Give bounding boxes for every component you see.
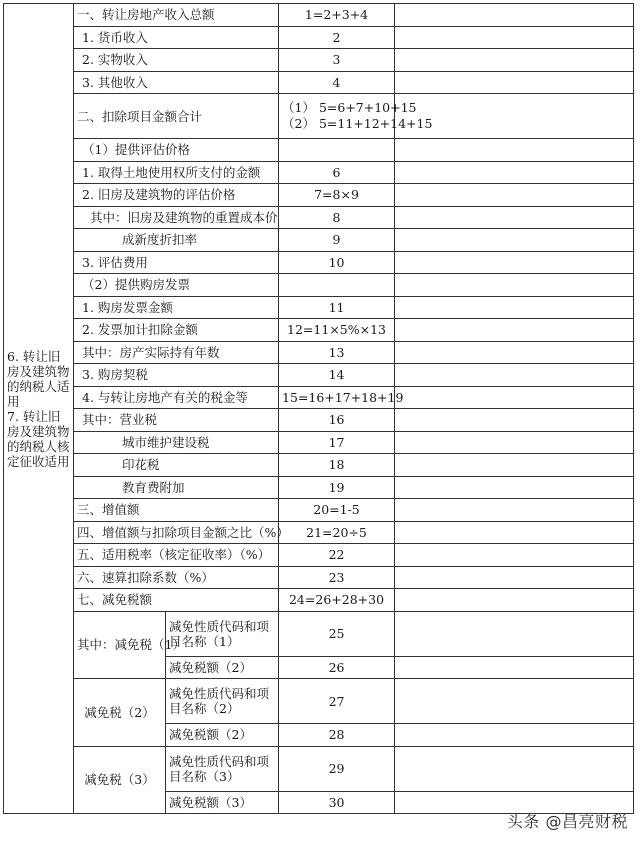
row-label: 二、扣除项目金额合计 [74, 94, 279, 139]
row-label: 其中：营业税 [74, 409, 279, 432]
relief-group-label: 其中：减免税（1） [74, 611, 166, 679]
relief-code-label: 减免性质代码和项目名称（3） [166, 746, 279, 791]
table-row [4, 589, 634, 612]
relief-code-value: 27 [279, 679, 395, 724]
row-value: 6 [279, 161, 395, 184]
row-label: 其中：旧房及建筑物的重置成本价 [74, 206, 279, 229]
relief-amount-label: 减免税额（3） [166, 791, 279, 814]
blank-cell[interactable] [395, 71, 634, 94]
blank-cell[interactable] [395, 251, 634, 274]
table-row [4, 499, 634, 522]
blank-cell[interactable] [395, 724, 634, 747]
row-label: 七、减免税额 [74, 589, 279, 612]
tax-declaration-table [3, 3, 634, 814]
row-value: 24=26+28+30 [279, 589, 395, 612]
row-label: 1. 货币收入 [74, 26, 279, 49]
blank-cell[interactable] [395, 679, 634, 724]
table-row [4, 139, 634, 162]
blank-cell[interactable] [395, 746, 634, 791]
table-row [4, 566, 634, 589]
blank-cell[interactable] [395, 26, 634, 49]
table-row [4, 386, 634, 409]
row-value: 3 [279, 49, 395, 72]
row-label: 成新度折扣率 [74, 229, 279, 252]
relief-code-value: 25 [279, 611, 395, 656]
row-label: 3. 购房契税 [74, 364, 279, 387]
blank-cell[interactable] [395, 296, 634, 319]
blank-cell[interactable] [395, 161, 634, 184]
row-value [279, 274, 395, 297]
table-row [4, 476, 634, 499]
row-label: 五、适用税率（核定征收率）（%） [74, 544, 279, 567]
blank-cell[interactable] [395, 566, 634, 589]
row-value [279, 139, 395, 162]
blank-cell[interactable] [395, 386, 634, 409]
blank-cell[interactable] [395, 364, 634, 387]
row-label: 城市维护建设税 [74, 431, 279, 454]
row-value: 18 [279, 454, 395, 477]
row-value: 12=11×5%×13 [279, 319, 395, 342]
blank-cell[interactable] [395, 521, 634, 544]
blank-cell[interactable] [395, 476, 634, 499]
table-row [4, 544, 634, 567]
formula-line-1: （1） 5=6+7+10+15 [282, 100, 417, 115]
table-row [4, 26, 634, 49]
row-value: 1=2+3+4 [279, 4, 395, 27]
row-label: 3. 其他收入 [74, 71, 279, 94]
row-label: 一、转让房地产收入总额 [74, 4, 279, 27]
table-row [4, 274, 634, 297]
table-row [4, 611, 634, 656]
row-value: 22 [279, 544, 395, 567]
blank-cell[interactable] [395, 589, 634, 612]
row-value: 21=20÷5 [279, 521, 395, 544]
blank-cell[interactable] [395, 611, 634, 656]
row-label: 四、增值额与扣除项目金额之比（%） [74, 521, 279, 544]
relief-group-label: 减免税（2） [74, 679, 166, 747]
row-label: （1）提供评估价格 [74, 139, 279, 162]
row-value: 4 [279, 71, 395, 94]
row-label: 2. 旧房及建筑物的评估价格 [74, 184, 279, 207]
table-row [4, 94, 634, 139]
row-label: 4. 与转让房地产有关的税金等 [74, 386, 279, 409]
relief-group-label: 减免税（3） [74, 746, 166, 814]
relief-amount-value: 30 [279, 791, 395, 814]
applicable-scope-label [4, 4, 74, 814]
row-label: 3. 评估费用 [74, 251, 279, 274]
row-value: 2 [279, 26, 395, 49]
relief-code-label: 减免性质代码和项目名称（2） [166, 679, 279, 724]
scope-part-2: 7. 转让旧房及建筑物的纳税人核定征收适用 [7, 408, 70, 469]
row-value: 13 [279, 341, 395, 364]
table-row [4, 206, 634, 229]
scope-part-1: 6. 转让旧房及建筑物的纳税人适用 [7, 348, 70, 409]
row-value: 23 [279, 566, 395, 589]
table-row [4, 296, 634, 319]
row-label: 印花税 [74, 454, 279, 477]
relief-code-label: 减免性质代码和项目名称（1） [166, 611, 279, 656]
table-row [4, 679, 634, 724]
relief-amount-label: 减免税额（2） [166, 656, 279, 679]
row-label: 2. 实物收入 [74, 49, 279, 72]
source-watermark: 头条 @昌亮财税 [506, 812, 628, 831]
row-value: 11 [279, 296, 395, 319]
blank-cell[interactable] [395, 341, 634, 364]
row-value: 20=1-5 [279, 499, 395, 522]
row-value: 10 [279, 251, 395, 274]
row-label: 三、增值额 [74, 499, 279, 522]
table-row [4, 521, 634, 544]
table-row [4, 4, 634, 27]
row-value [279, 94, 433, 139]
blank-cell[interactable] [395, 499, 634, 522]
table-row [4, 746, 634, 791]
relief-code-value: 29 [279, 746, 395, 791]
table-row [4, 49, 634, 72]
blank-cell[interactable] [395, 4, 634, 27]
row-label: 其中：房产实际持有年数 [74, 341, 279, 364]
row-value: 9 [279, 229, 395, 252]
blank-cell[interactable] [395, 656, 634, 679]
table-row [4, 319, 634, 342]
table-row [4, 71, 634, 94]
table-row [4, 431, 634, 454]
row-label: 1. 取得土地使用权所支付的金额 [74, 161, 279, 184]
row-value: 8 [279, 206, 395, 229]
blank-cell[interactable] [395, 431, 634, 454]
row-label: 教育费附加 [74, 476, 279, 499]
row-value: 17 [279, 431, 395, 454]
blank-cell[interactable] [395, 274, 634, 297]
row-label: 1. 购房发票金额 [74, 296, 279, 319]
blank-cell[interactable] [395, 139, 634, 162]
table-row [4, 161, 634, 184]
blank-cell[interactable] [395, 319, 634, 342]
table-row [4, 364, 634, 387]
blank-cell[interactable] [395, 206, 634, 229]
blank-cell[interactable] [395, 49, 634, 72]
row-value: 15=16+17+18+19 [279, 386, 395, 409]
table-row [4, 341, 634, 364]
table-row [4, 454, 634, 477]
blank-cell[interactable] [395, 454, 634, 477]
blank-cell[interactable] [395, 544, 634, 567]
row-label: 2. 发票加计扣除金额 [74, 319, 279, 342]
row-value: 19 [279, 476, 395, 499]
row-label: （2）提供购房发票 [74, 274, 279, 297]
relief-amount-value: 28 [279, 724, 395, 747]
row-label: 六、速算扣除系数（%） [74, 566, 279, 589]
table-row [4, 409, 634, 432]
relief-amount-value: 26 [279, 656, 395, 679]
formula-line-2: （2） 5=11+12+14+15 [282, 116, 433, 131]
table-row [4, 251, 634, 274]
blank-cell[interactable] [395, 229, 634, 252]
row-value: 16 [279, 409, 395, 432]
row-value: 14 [279, 364, 395, 387]
table-row [4, 229, 634, 252]
blank-cell[interactable] [395, 184, 634, 207]
table-row [4, 184, 634, 207]
relief-amount-label: 减免税额（2） [166, 724, 279, 747]
blank-cell[interactable] [395, 409, 634, 432]
row-value: 7=8×9 [279, 184, 395, 207]
